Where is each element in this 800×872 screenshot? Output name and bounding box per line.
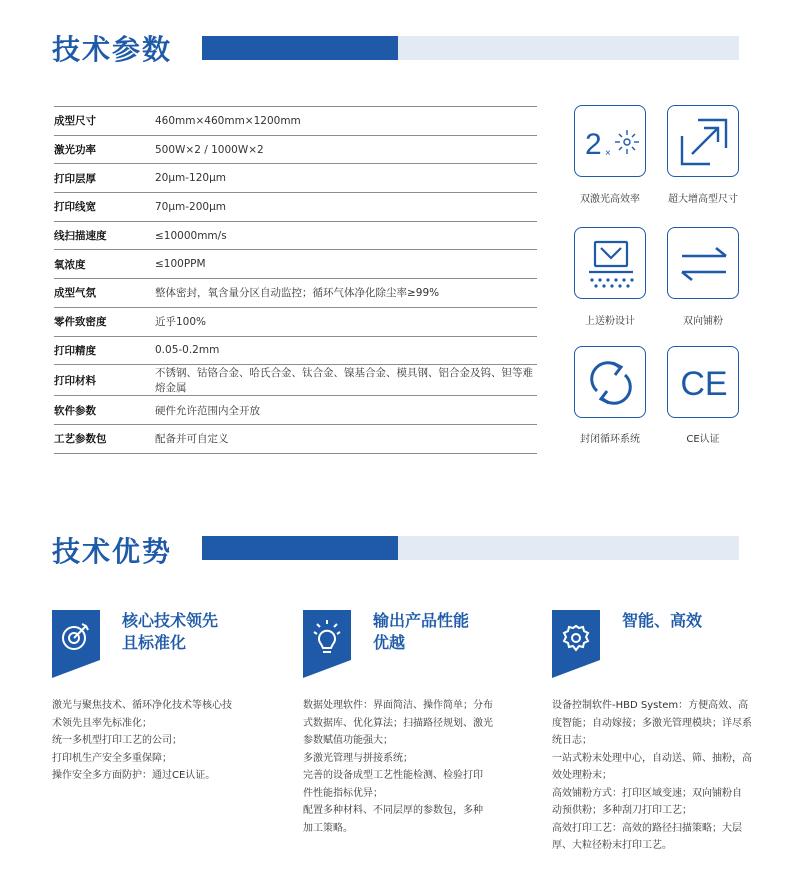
spec-value: 配备并可自定义 (155, 424, 537, 453)
advantage-title-bar (202, 536, 739, 560)
spec-value: 不锈钢、钴铬合金、哈氏合金、钛合金、镍基合金、模具钢、铝合金及钨、钽等难熔金属 (155, 365, 537, 396)
cycle-arrows-icon (574, 346, 646, 418)
advantage-heading-2: 输出产品性能 优越 (373, 611, 470, 652)
spec-value: 500W×2 / 1000W×2 (155, 135, 537, 164)
ce-mark-icon (667, 346, 739, 418)
spec-row (54, 307, 537, 336)
svg-text:CE: CE (680, 365, 728, 403)
spec-row (54, 135, 537, 164)
spec-label: 零件致密度 (54, 307, 155, 336)
spec-label: 线扫描速度 (54, 221, 155, 250)
spec-row (54, 250, 537, 279)
spec-label: 成型尺寸 (54, 107, 155, 136)
dual-laser-icon (574, 105, 646, 177)
spec-row (54, 221, 537, 250)
spec-row (54, 107, 537, 136)
svg-text:2: 2 (585, 128, 602, 161)
spec-label: 软件参数 (54, 396, 155, 425)
spec-label: 工艺参数包 (54, 424, 155, 453)
spec-label: 打印线宽 (54, 193, 155, 222)
spec-value: 硬件允许范围内全开放 (155, 396, 537, 425)
spec-label: 打印精度 (54, 336, 155, 365)
spec-row (54, 193, 537, 222)
spec-label: 打印材料 (54, 365, 155, 396)
feature-label-bidirectional: 双向铺粉 (683, 316, 723, 327)
spec-row (54, 365, 537, 396)
spec-value: 整体密封，氧含量分区自动监控；循环气体净化除尘率≥99% (155, 279, 537, 308)
spec-value: 20μm-120μm (155, 164, 537, 193)
lightbulb-icon (303, 610, 351, 678)
advantage-text-3: 设备控制软件-HBD System：方便高效、高 度智能；自动嫁接；多激光管理模块；详尽系 统日志； 一站式粉末处理中心，自动送、筛、抽粉，高 效处理粉末； 高效铺粉方式：打印区域变速；双向铺粉自 动预供粉；多种刮刀打印工艺； 高效打印工艺：高效的路径扫描策略；大层 厚、大粒径粉末打印工艺。 (552, 700, 752, 851)
spec-label: 激光功率 (54, 135, 155, 164)
advantage-text-2: 数据处理软件：界面简洁、操作简单；分布 式数据库、优化算法；扫描路径规划、激光 参数赋值功能强大； 多激光管理与拼接系统； 完善的设备成型工艺性能检测、检验打印 件性能指标优异； 配置多种材料、不同层厚的参数包，多种 加工策略。 (303, 700, 493, 834)
expand-arrow-icon (667, 105, 739, 177)
spec-value: ≤100PPM (155, 250, 537, 279)
feature-label-dual-laser: 双激光高效率 (580, 194, 640, 205)
spec-row (54, 164, 537, 193)
spec-section-title: 技术参数 (52, 33, 173, 66)
feature-label-powder-feed: 上送粉设计 (585, 316, 635, 327)
advantage-heading-1: 核心技术领先 且标准化 (122, 611, 219, 652)
spec-value: 0.05-0.2mm (155, 336, 537, 365)
feature-label-large-size: 超大增高型尺寸 (668, 194, 738, 205)
spec-row (54, 279, 537, 308)
spec-value: 460mm×460mm×1200mm (155, 107, 537, 136)
spec-row (54, 336, 537, 365)
spec-value: 70μm-200μm (155, 193, 537, 222)
bidirectional-arrows-icon (667, 227, 739, 299)
spec-value: ≤10000mm/s (155, 221, 537, 250)
spec-label: 打印层厚 (54, 164, 155, 193)
target-icon (52, 610, 100, 678)
spec-label: 氧浓度 (54, 250, 155, 279)
svg-text:×: × (605, 148, 611, 159)
spec-row (54, 424, 537, 453)
advantage-text-1: 激光与聚焦技术、循环净化技术等核心技 术领先且率先标准化； 统一多机型打印工艺的公司； 打印机生产安全多重保障； 操作安全多方面防护：通过CE认证。 (52, 700, 232, 781)
gear-icon (552, 610, 600, 678)
spec-value: 近乎100% (155, 307, 537, 336)
spec-title-bar (202, 36, 739, 60)
advantage-heading-3: 智能、高效 (622, 611, 703, 630)
advantage-section-title: 技术优势 (52, 535, 173, 568)
spec-label: 成型气氛 (54, 279, 155, 308)
spec-table (54, 106, 537, 454)
feature-label-closed-cycle: 封闭循环系统 (580, 434, 640, 445)
powder-feed-icon (574, 227, 646, 299)
feature-label-ce: CE认证 (686, 434, 720, 445)
spec-row (54, 396, 537, 425)
